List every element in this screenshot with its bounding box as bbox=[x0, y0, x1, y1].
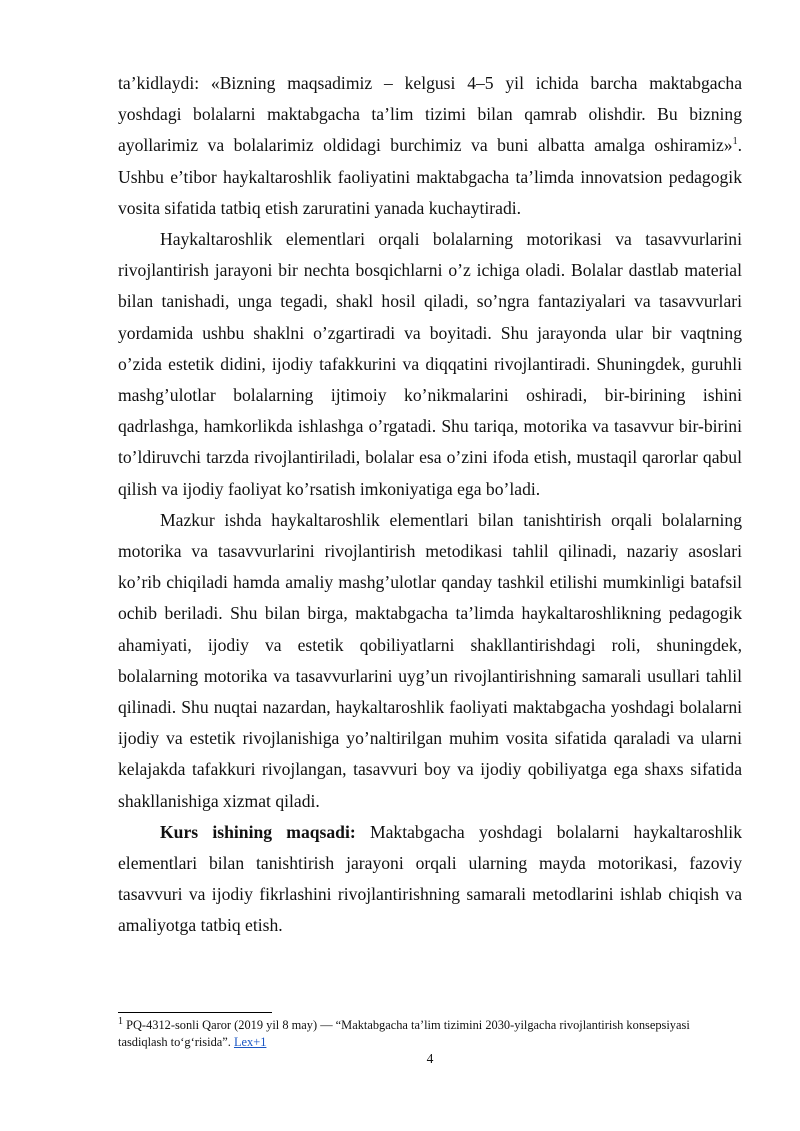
body-text bbox=[118, 68, 742, 942]
footnote-link[interactable]: Lex+1 bbox=[233, 1035, 267, 1049]
goal-paragraph bbox=[118, 817, 742, 942]
goal-label: Kurs ishining maqsadi: bbox=[160, 821, 356, 842]
paragraph-3: Mazkur ishda haykaltaroshlik elementlari bilan tanishtirish orqali bolalarning motorika va tasavvurlarini rivojlantirish metodikasi tahlil qilinadi, nazariy asoslari ko’rib chiqiladi hamda amaliy mashg’ulotlar qanday tashkil etilishi mumkinligi batafsil ochib beriladi. Shu bilan birga, maktabgacha ta’limda haykaltaroshlikning pedagogik ahamiyati, ijodiy va estetik qobiliyatlarni shakllantirishdagi roli, shuningdek, bolalarning motorika va tasavvurlarini uyg’un rivojlantirishning samarali usullari tahlil qilinadi. Shu nuqtai nazardan, haykaltaroshlik faoliyati maktabgacha yoshdagi bolalarni ijodiy va estetik rivojlanishiga yo’naltirilgan muhim vosita sifatida qaraladi va ularni kelajakda tafakkuri rivojlangan, tasavvuri boy va ijodiy qobiliyatga ega shaxs sifatida shakllanishiga xizmat qiladi. bbox=[118, 509, 742, 811]
goal-text: Maktabgacha yoshdagi bolalarni haykaltaroshlik elementlari bilan tanishtirish jarayoni orqali ularning mayda motorikasi, fazoviy tasavvuri va ijodiy fikrlashini rivojlantirishning samarali metodlarini ishlab chiqish va amaliyotga tatbiq etish. bbox=[118, 821, 742, 936]
paragraph-1-text: ta’kidlaydi: «Bizning maqsadimiz – kelgusi 4–5 yil ichida barcha maktabgacha yoshdagi bolalarni maktabgacha ta’lim tizimi bilan qamrab olishdir. Bu bizning ayollarimiz va bolalarimiz oldidagi burchimiz va buni albatta amalga oshiramiz» bbox=[118, 73, 742, 156]
footnote bbox=[118, 1017, 742, 1051]
paragraph-1 bbox=[118, 68, 742, 224]
footnote-reference[interactable]: 1 bbox=[732, 136, 738, 148]
page-number: 4 bbox=[426, 1051, 434, 1066]
paragraph-1-tail: . Ushbu e’tibor haykaltaroshlik faoliyatini maktabgacha ta’limda innovatsion pedagogik vosita sifatida tatbiq etish zaruratini yanada kuchaytiradi. bbox=[118, 135, 742, 218]
footnote-text: PQ-4312-sonli Qaror (2019 yil 8 may) — “Maktabgacha ta’lim tizimini 2030-yilgacha rivojlantirish konsepsiyasi tasdiqlash to‘g‘risida”. bbox=[118, 1018, 690, 1049]
footnote-separator bbox=[118, 1012, 272, 1013]
footnote-number: 1 bbox=[118, 1015, 123, 1027]
paragraph-2: Haykaltaroshlik elementlari orqali bolalarning motorikasi va tasavvurlarini rivojlantirish jarayoni bir nechta bosqichlarni o’z ichiga oladi. Bolalar dastlab material bilan tanishadi, unga tegadi, shakl hosil qiladi, so’ngra fantaziyalari va tasavvurlari yordamida ushbu shaklni o’zgartiradi va boyitadi. Shu jarayonda ular bir vaqtning o’zida estetik didini, ijodiy tafakkurini va diqqatini rivojlantiradi. Shuningdek, guruhli mashg’ulotlar bolalarning ijtimoiy ko’nikmalarini oshiradi, bir-birining ishini qadrlashga, hamkorlikda ishlashga o’rgatadi. Shu tariqa, motorika va tasavvur bir-birini to’ldiruvchi tarzda rivojlantiriladi, bolalar esa o’zini ifoda etish, mustaqil qarorlar qabul qilish va ijodiy faoliyat ko’rsatish imkoniyatiga ega bo’ladi. bbox=[118, 229, 742, 499]
